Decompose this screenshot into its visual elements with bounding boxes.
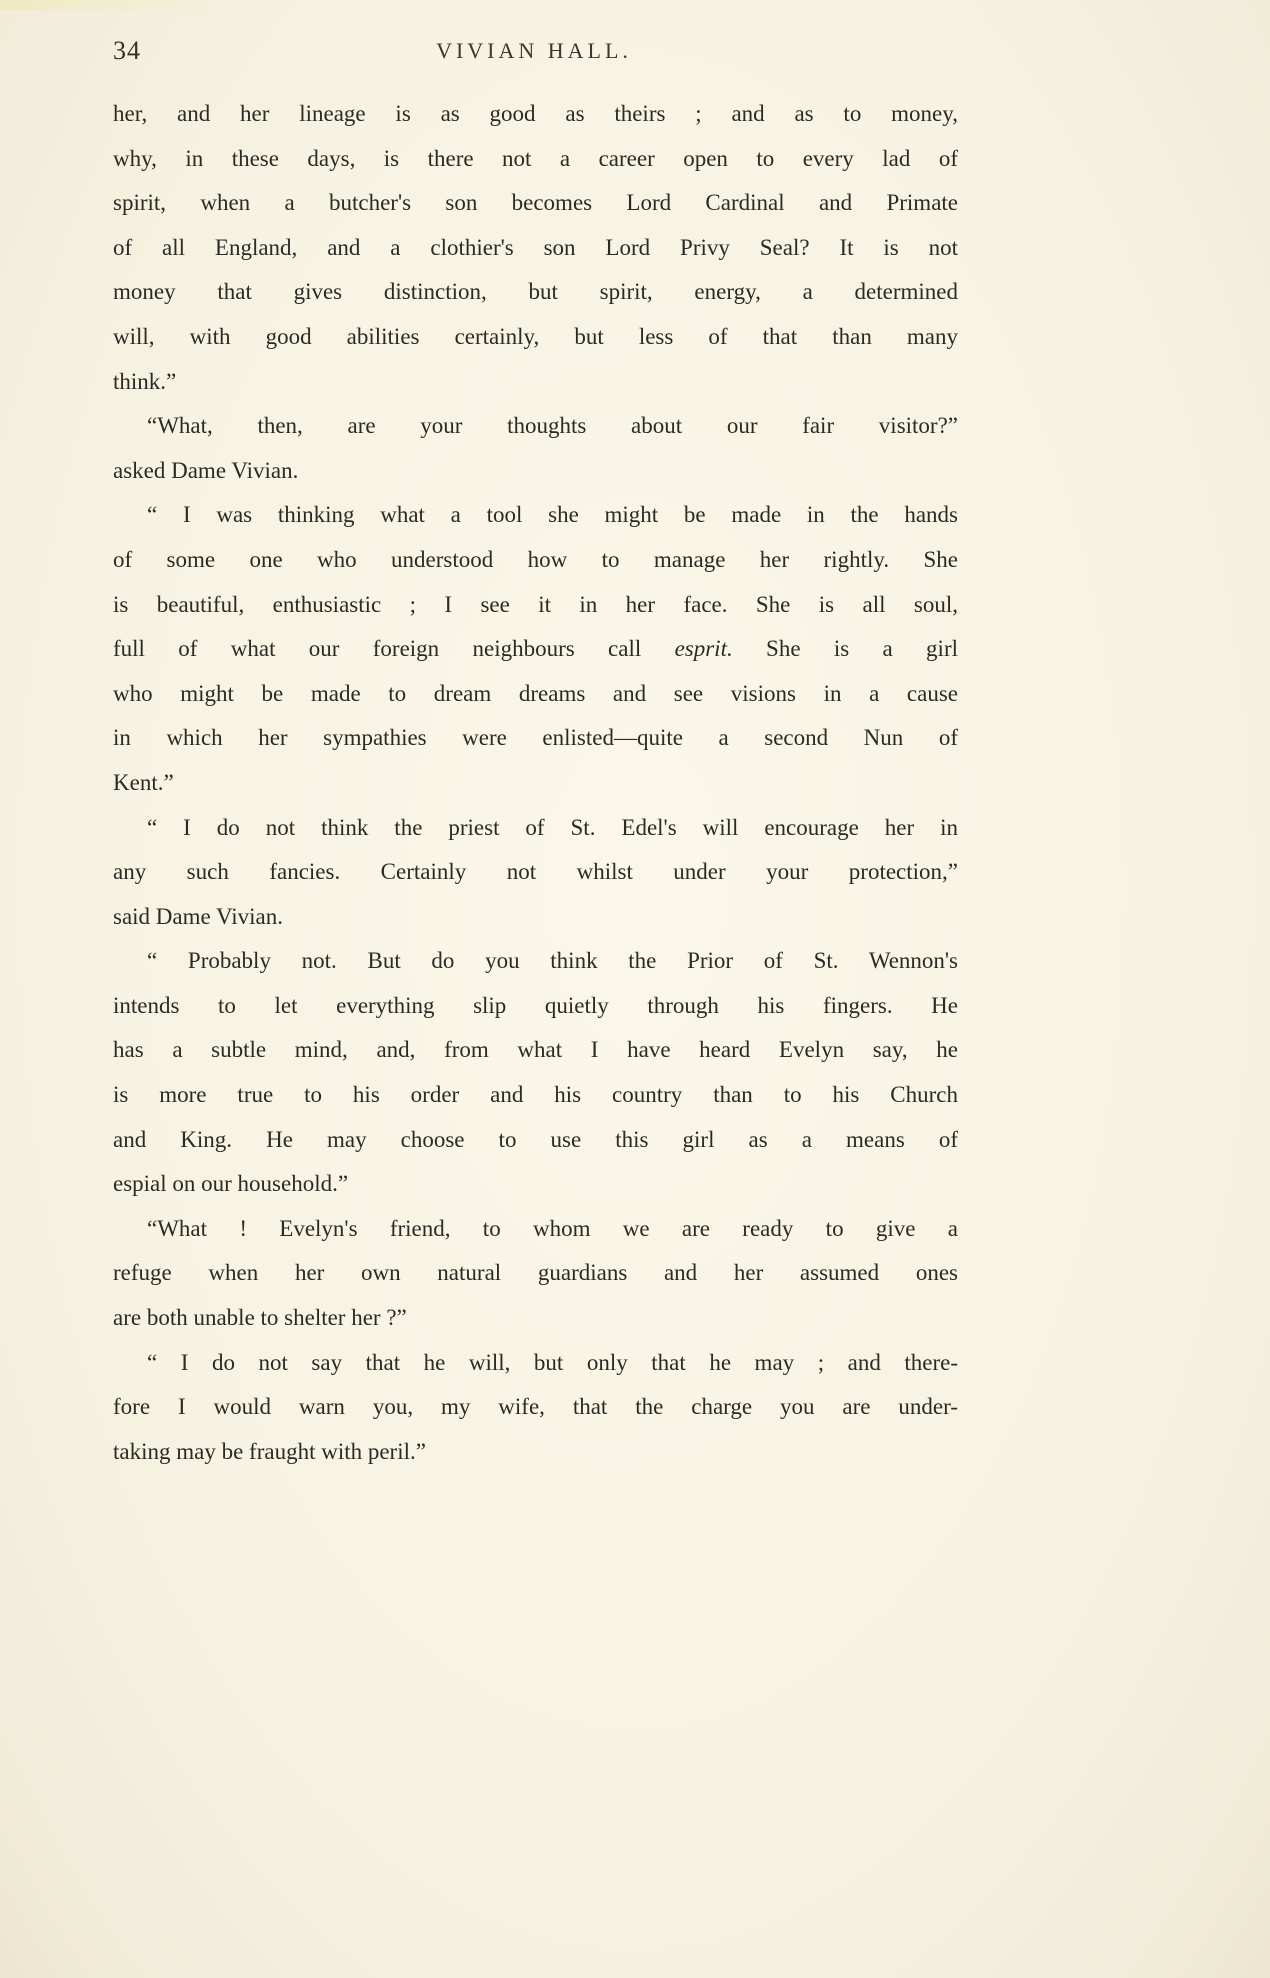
text-segment: who might be made to dream dreams and see visions in a cause [113,680,958,706]
text-segment: is more true to his order and his country than to his Church [113,1082,958,1108]
text-segment: spirit, when a butcher's son becomes Lord Cardinal and Primate [113,190,958,216]
text-line [113,1341,958,1386]
text-line [113,493,958,538]
scan-edge-tint [0,0,1270,10]
text-segment: “ I do not say that he will, but only that he may ; and there- [147,1349,958,1375]
text-segment: her, and her lineage is as good as theirs ; and as to money, [113,101,958,126]
text-line [113,1430,958,1475]
text-line [113,850,958,895]
text-line [113,360,958,405]
paragraph [113,1207,958,1341]
text-line [113,583,958,628]
text-line [113,137,958,182]
text-segment: and King. He may choose to use this girl as a means of [113,1126,958,1152]
paragraph [113,92,958,404]
text-segment: think.” [113,368,177,394]
text-segment: “What, then, are your thoughts about our fair visitor?” [147,413,958,439]
text-segment: “ I was thinking what a tool she might be made in the hands [147,502,958,528]
text-line [113,181,958,226]
text-segment: has a subtle mind, and, from what I have heard Evelyn say, he [113,1037,958,1063]
italic-text: esprit. [674,636,733,662]
text-segment: refuge when her own natural guardians and her assumed ones [113,1260,958,1286]
text-segment: “What ! Evelyn's friend, to whom we are ready to give a [147,1215,958,1241]
text-line [113,1028,958,1073]
text-segment: taking may be fraught with peril.” [113,1438,426,1464]
text-line [113,627,958,672]
text-line [113,1073,958,1118]
text-line [113,984,958,1029]
running-head [113,34,955,68]
text-segment: is beautiful, enthusiastic ; I see it in her face. She is all soul, [113,591,958,617]
text-segment: asked Dame Vivian. [113,457,299,483]
text-segment: any such fancies. Certainly not whilst under your protection,” [113,859,958,885]
paragraph [113,806,958,940]
text-segment: “ Probably not. But do you think the Prior of St. Wennon's [147,948,958,974]
text-segment: full of what our foreign neighbours call [113,636,675,662]
text-line [113,226,958,271]
text-line [113,404,958,449]
text-segment: fore I would warn you, my wife, that the charge you are under- [113,1394,958,1420]
text-line [113,1207,958,1252]
text-line [113,806,958,851]
text-segment: Kent.” [113,769,174,795]
text-segment: are both unable to shelter her ?” [113,1305,407,1331]
text-segment: money that gives distinction, but spirit, energy, a determined [113,279,958,305]
text-segment: will, with good abilities certainly, but less of that than many [113,323,958,349]
text-block [113,92,958,1474]
text-segment: She is a girl [732,636,958,662]
text-line [113,716,958,761]
paragraph [113,1341,958,1475]
text-line [113,538,958,583]
text-segment: in which her sympathies were enlisted—quite a second Nun of [113,725,958,751]
text-segment: intends to let everything slip quietly through his fingers. He [113,992,958,1018]
text-line [113,761,958,806]
text-line [113,672,958,717]
text-line [113,1251,958,1296]
text-segment: why, in these days, is there not a career open to every lad of [113,145,958,171]
text-line [113,1296,958,1341]
text-segment: espial on our household.” [113,1171,349,1197]
paragraph [113,493,958,805]
paragraph [113,404,958,493]
text-line [113,270,958,315]
text-line [113,449,958,494]
text-line [113,1385,958,1430]
text-line [113,895,958,940]
page-number: 34 [113,36,141,65]
text-line [113,92,958,137]
text-segment: of some one who understood how to manage her rightly. She [113,546,958,572]
text-segment: of all England, and a clothier's son Lord Privy Seal? It is not [113,234,958,260]
text-segment: said Dame Vivian. [113,903,284,929]
text-segment: “ I do not think the priest of St. Edel's will encourage her in [147,814,958,840]
running-title: VIVIAN HALL. [436,38,632,63]
text-line [113,315,958,360]
paragraph [113,939,958,1207]
text-line [113,939,958,984]
text-line [113,1162,958,1207]
text-line [113,1118,958,1163]
